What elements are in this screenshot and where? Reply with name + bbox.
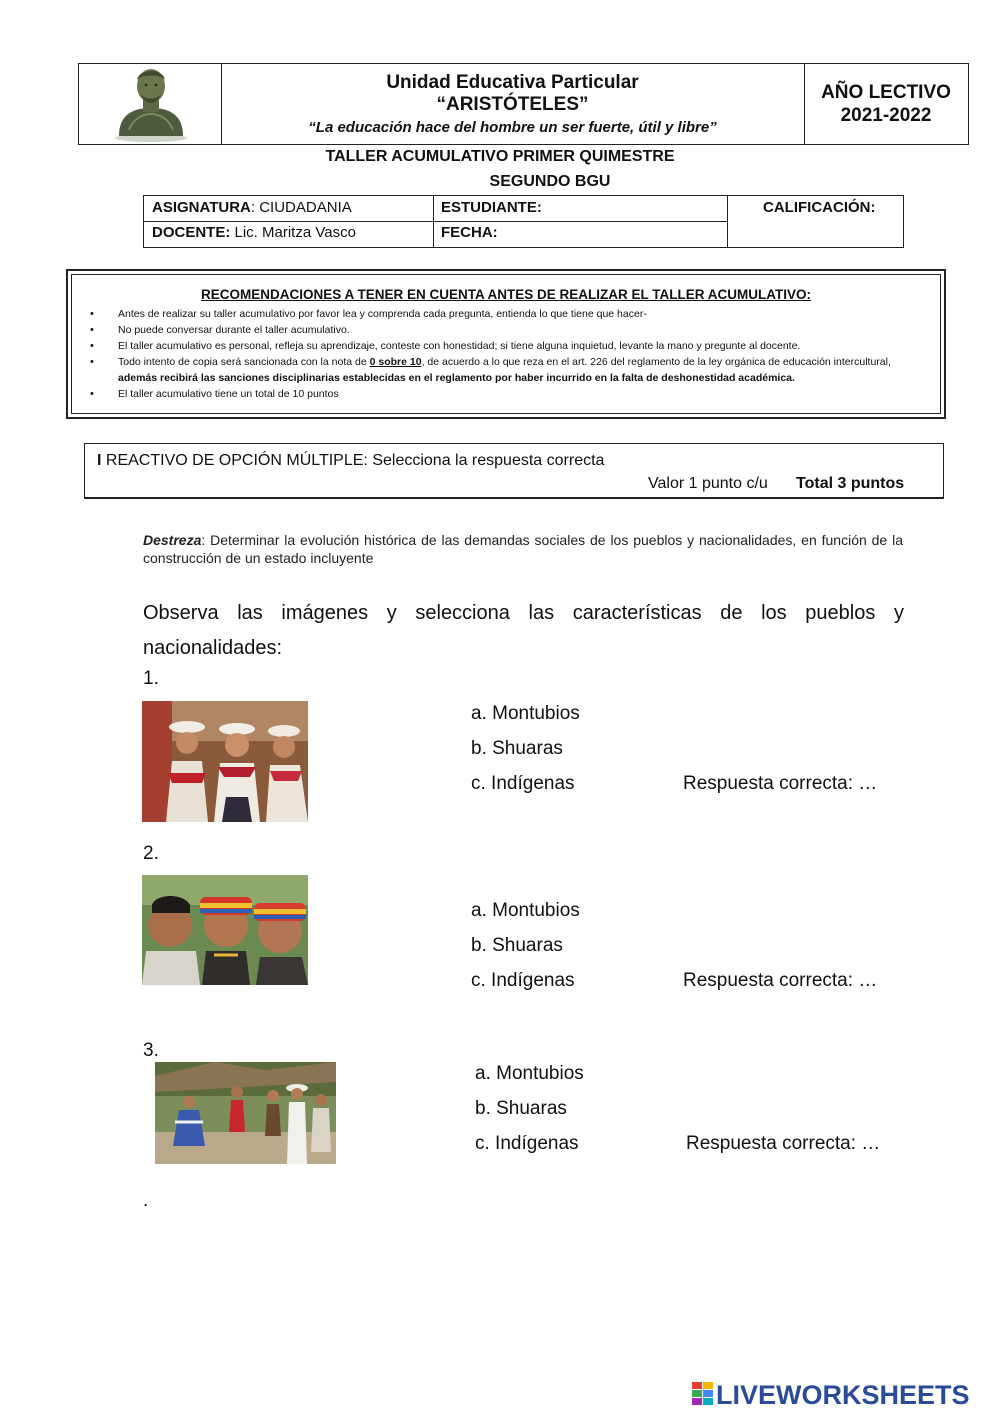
q2-option-c[interactable]: c. Indígenas (471, 970, 575, 991)
student-info-table (143, 195, 904, 248)
docente-cell (144, 221, 433, 244)
school-header (78, 63, 969, 145)
question-2-number: 2. (143, 843, 159, 864)
section-title (97, 452, 604, 470)
school-year-cell (804, 64, 968, 144)
q3-answer-field[interactable]: Respuesta correcta: … (686, 1133, 881, 1154)
docente-label: DOCENTE: (152, 224, 231, 241)
estudiante-field[interactable] (433, 196, 727, 219)
calificacion-label: CALIFICACIÓN: (763, 199, 876, 216)
calificacion-field[interactable] (727, 196, 903, 219)
recommendation-item: • No puede conversar durante el taller acumulativo. (86, 322, 932, 338)
estudiante-label: ESTUDIANTE: (441, 199, 542, 216)
year-label: AÑO LECTIVO (821, 82, 951, 103)
aristotle-bust-logo (79, 64, 221, 144)
school-title-cell (221, 64, 805, 144)
recommendations-title: RECOMENDACIONES A TENER EN CUENTA ANTES DE REALIZAR EL TALLER ACUMULATIVO: (201, 287, 811, 302)
school-name: Unidad Educativa Particular (386, 72, 639, 93)
section-title-text: REACTIVO DE OPCIÓN MÚLTIPLE: Selecciona la respuesta correcta (101, 452, 605, 469)
liveworksheets-logo (692, 1380, 992, 1410)
destreza-label: Destreza (143, 532, 202, 548)
q1-option-c[interactable]: c. Indígenas (471, 773, 575, 794)
recommendation-text: , de acuerdo a lo que reza en el art. 226 del reglamento de la ley orgánica de educación intercultural, (421, 356, 891, 368)
asignatura-value: : CIUDADANIA (250, 199, 352, 216)
grade-penalty: 0 sobre 10 (369, 356, 422, 368)
recommendation-bold-text: además recibirá las sanciones disciplinarias establecidas en el reglamento por haber incurrido en la falta de deshonestidad académica. (118, 372, 795, 384)
q2-option-a[interactable]: a. Montubios (471, 900, 580, 921)
q1-answer-field[interactable]: Respuesta correcta: … (683, 773, 878, 794)
q3-option-a[interactable]: a. Montubios (475, 1063, 584, 1084)
recommendation-item: • Antes de realizar su taller acumulativo por favor lea y comprenda cada pregunta, entienda lo que tiene que hacer- (86, 306, 932, 322)
question-1-photo-indigenous-women (142, 701, 308, 822)
recommendation-text: Todo intento de copia será sancionada con la nota de (118, 356, 370, 368)
liveworksheets-brand: LIVEWORKSHEETS (716, 1380, 970, 1410)
instruction-text: Observa las imágenes y selecciona las características de los pueblos y nacionalidades: (143, 602, 904, 659)
school-motto: “La educación hace del hombre un ser fuerte, útil y libre” (308, 119, 717, 136)
q3-option-c[interactable]: c. Indígenas (475, 1133, 579, 1154)
q2-option-b[interactable]: b. Shuaras (471, 935, 563, 956)
destreza-paragraph (143, 531, 903, 567)
q3-option-b[interactable]: b. Shuaras (475, 1098, 567, 1119)
page-subtitle: SEGUNDO BGU (489, 173, 611, 190)
recommendation-item: • El taller acumulativo tiene un total de 10 puntos (86, 386, 932, 402)
recommendation-item (86, 354, 932, 386)
recommendation-item: • El taller acumulativo es personal, refleja su aprendizaje, conteste con honestidad; si tiene alguna inquietud, levante la mano y pregunte al docente. (86, 338, 932, 354)
q1-option-a[interactable]: a. Montubios (471, 703, 580, 724)
question-1-number: 1. (143, 668, 159, 689)
q2-answer-field[interactable]: Respuesta correcta: … (683, 970, 878, 991)
section-total: Total 3 puntos (796, 475, 905, 492)
recommendations-list (86, 306, 932, 402)
school-subname: “ARISTÓTELES” (436, 94, 589, 115)
recommendations-box (66, 269, 946, 419)
question-3-photo-montubio-dance (155, 1062, 336, 1164)
q1-option-b[interactable]: b. Shuaras (471, 738, 563, 759)
section-header (84, 443, 944, 499)
year-value: 2021-2022 (840, 105, 932, 126)
docente-value: Lic. Maritza Vasco (230, 224, 356, 241)
question-3-number: 3. (143, 1040, 159, 1061)
trailing-dot: . (143, 1190, 149, 1211)
fecha-label: FECHA: (441, 224, 498, 241)
section-value: Valor 1 punto c/u (648, 475, 768, 492)
section-numeral: I (97, 452, 102, 469)
liveworksheets-icon (692, 1382, 714, 1406)
question-2-photo-shuar-men (142, 875, 308, 985)
page-title: TALLER ACUMULATIVO PRIMER QUIMESTRE (325, 148, 675, 165)
asignatura-label: ASIGNATURA (152, 199, 251, 216)
logo-cell (79, 64, 222, 144)
destreza-text: : Determinar la evolución histórica de las demandas sociales de los pueblos y nacionalidades, en función de la construcción de un estado incluyente (143, 532, 903, 566)
asignatura-cell (144, 196, 433, 219)
fecha-field[interactable] (433, 221, 727, 244)
